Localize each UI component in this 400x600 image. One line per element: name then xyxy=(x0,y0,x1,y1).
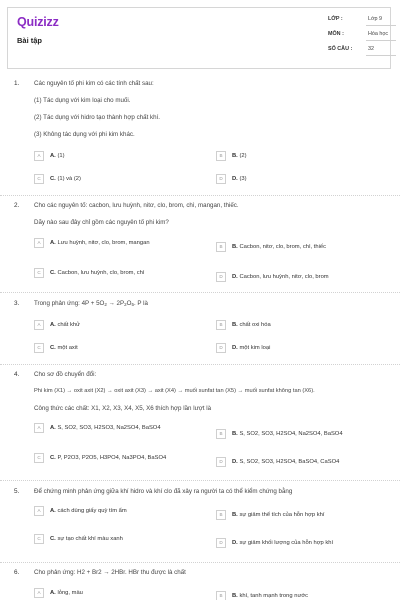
option-c[interactable]: C C. P, P2O3, P2O5, H3PO4, Na3PO4, BaSO4 xyxy=(34,453,200,465)
question-text: Các nguyên tố phi kim có các tính chất sau: xyxy=(34,80,154,87)
question-text: Công thức các chất: X1, X2, X3, X4, X5, X6 thích hợp lần lượt là xyxy=(34,405,212,412)
option-a[interactable]: A A. cách dùng giấy quỳ tím ẩm xyxy=(34,506,146,526)
option-letter-box[interactable]: B xyxy=(216,242,226,252)
option-letter-box[interactable]: C xyxy=(34,534,44,544)
option-letter-box[interactable]: A xyxy=(34,151,44,161)
option-letter-box[interactable]: D xyxy=(216,272,226,282)
question-text: Cho sơ đồ chuyển đổi: xyxy=(34,371,97,378)
worksheet-header: Quizizz Bài tập LỚP : Lớp 9 MÔN : Hóa học SỐ CÂU : 32 xyxy=(7,7,391,69)
question-number: 2. xyxy=(14,202,20,209)
option-a[interactable]: A A. (1) xyxy=(34,151,168,163)
option-letter-box[interactable]: D xyxy=(216,174,226,184)
question-divider xyxy=(0,562,400,563)
option-c[interactable]: C C. Cacbon, lưu huỳnh, clo, brom, chì xyxy=(34,268,200,280)
question-text: (2) Tác dụng với hidro tạo thành hợp chất khí. xyxy=(34,114,160,121)
option-letter-box[interactable]: A xyxy=(34,506,44,516)
option-d[interactable]: D D. (3) xyxy=(216,174,350,186)
option-d[interactable]: D D. sự giảm khối lượng của hỗn hợp khí xyxy=(216,538,382,550)
question-divider xyxy=(0,364,400,365)
option-d[interactable]: D D. S, SO2, SO3, H2SO4, BaSO4, CaSO4 xyxy=(216,457,382,469)
question-divider xyxy=(0,480,400,481)
question-text: Cho phản ứng: H2 + Br2 → 2HBr. HBr thu được là chất xyxy=(34,569,186,576)
option-letter-box[interactable]: C xyxy=(34,268,44,278)
page-title: Bài tập xyxy=(17,36,43,45)
question-text: Cho các nguyên tố: cacbon, lưu huỳnh, nitơ, clo, brom, chì, mangan, thiếc. xyxy=(34,202,239,209)
option-b[interactable]: B B. Cacbon, nitơ, clo, brom, chì, thiếc xyxy=(216,242,382,254)
question-text: Để chứng minh phản ứng giữa khí hidro và khí clo đã xảy ra người ta có thể kiểm chứng bằng xyxy=(34,488,293,495)
question-text: (3) Không tác dụng với phi kim khác. xyxy=(34,131,135,138)
option-letter-box[interactable]: B xyxy=(216,510,226,520)
option-letter-box[interactable]: C xyxy=(34,174,44,184)
option-letter-box[interactable]: B xyxy=(216,429,226,439)
option-d[interactable]: D D. một kim loại xyxy=(216,343,350,355)
option-letter-box[interactable]: C xyxy=(34,343,44,353)
option-letter-box[interactable]: D xyxy=(216,457,226,467)
option-a[interactable]: A A. chất khử xyxy=(34,320,168,332)
option-letter-box[interactable]: A xyxy=(34,423,44,433)
option-b[interactable]: B B. S, SO2, SO3, H2SO4, Na2SO4, BaSO4 xyxy=(216,429,382,441)
option-b[interactable]: B B. chất oxi hóa xyxy=(216,320,350,332)
option-c[interactable]: C C. sự tạo chất khí màu xanh xyxy=(34,534,200,546)
option-b[interactable]: B B. (2) xyxy=(216,151,350,163)
question-number: 4. xyxy=(14,371,20,378)
question-text: Phi kim (X1) → oxit axit (X2) → oxit axit (X3) → axit (X4) → muối sunfat tan (X5) → muối sunfat không tan (X6). xyxy=(34,388,315,394)
question-text: Dãy nào sau đây chỉ gồm các nguyên tố phi kim? xyxy=(34,219,169,226)
option-letter-box[interactable]: A xyxy=(34,320,44,330)
option-b[interactable]: B B. sự giảm thể tích của hỗn hợp khí xyxy=(216,510,382,522)
option-letter-box[interactable]: A xyxy=(34,588,44,598)
quizizz-logo: Quizizz xyxy=(17,15,59,29)
question-number: 5. xyxy=(14,488,20,495)
option-c[interactable]: C C. (1) và (2) xyxy=(34,174,168,186)
option-letter-box[interactable]: B xyxy=(216,591,226,600)
question-number: 6. xyxy=(14,569,20,576)
question-divider xyxy=(0,292,400,293)
option-a[interactable]: A A. lỏng, màu xyxy=(34,588,168,600)
option-a[interactable]: A A. S, SO2, SO3, H2SO3, Na2SO4, BaSO4 xyxy=(34,423,165,443)
option-letter-box[interactable]: B xyxy=(216,320,226,330)
option-b[interactable]: B B. khí, tanh mạnh trong nước xyxy=(216,591,382,600)
option-letter-box[interactable]: A xyxy=(34,238,44,248)
option-d[interactable]: D D. Cacbon, lưu huỳnh, nitơ, clo, brom xyxy=(216,272,382,284)
question-text: (1) Tác dụng với kim loại cho muối. xyxy=(34,97,131,104)
question-divider xyxy=(0,195,400,196)
option-letter-box[interactable]: D xyxy=(216,343,226,353)
option-letter-box[interactable]: D xyxy=(216,538,226,548)
option-letter-box[interactable]: C xyxy=(34,453,44,463)
option-a[interactable]: A A. Lưu huỳnh, nitơ, clo, brom, mangan xyxy=(34,238,168,258)
question-text: Trong phản ứng: $4P + 5O_2 \to 2P_2O_5$. P là xyxy=(34,300,148,307)
option-letter-box[interactable]: B xyxy=(216,151,226,161)
question-number: 3. xyxy=(14,300,20,307)
option-c[interactable]: C C. một axit xyxy=(34,343,168,355)
question-number: 1. xyxy=(14,80,20,87)
